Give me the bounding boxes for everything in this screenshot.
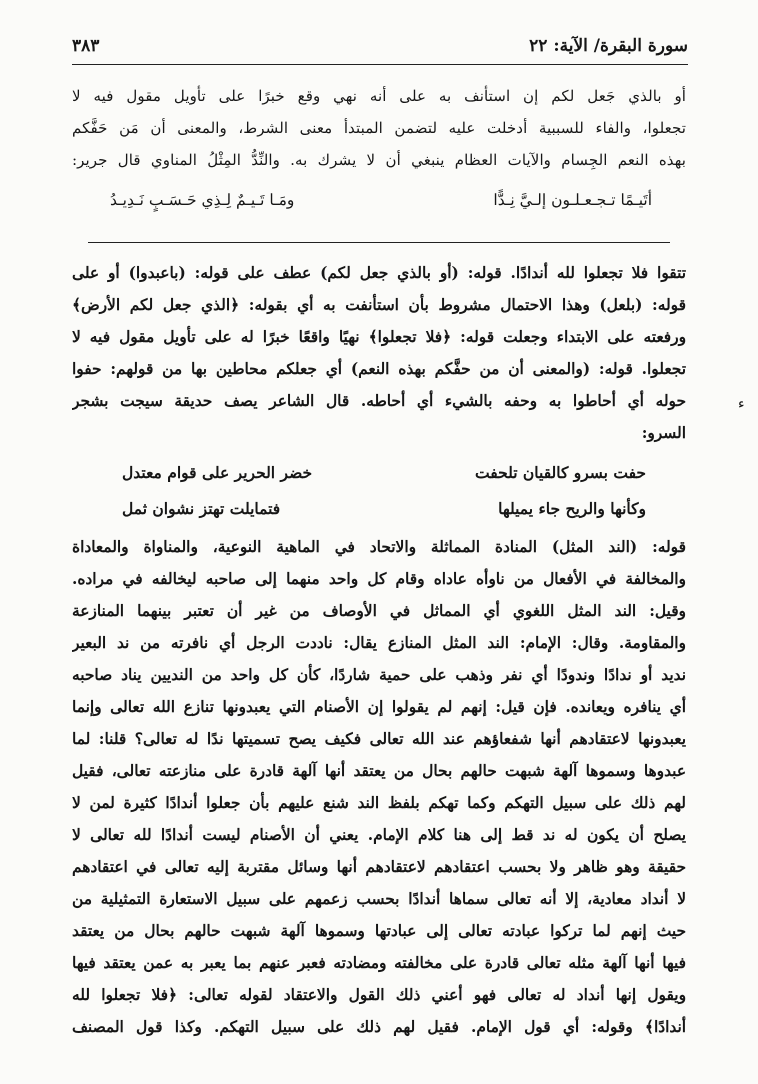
commentary-line: وقيل: الند المثل اللغوي أي المماثل في الأوصاف من غير أن تعتبر بينهما المنازعة [72,602,686,620]
commentary-line: تجعلوا. قوله: (والمعنى أن من حفَّكم بهذه النعم) أي جعلكم محاطين بها من قولهم: حفوا [72,360,686,378]
commentary-line: قوله: (الند المثل) المنادة المماثلة والاتحاد في الماهية النوعية، والمناواة والمعاداة [72,538,686,556]
poem-verse [122,455,646,491]
commentary-line: والمقاومة. وقال: الإمام: الند المثل المنازع يقال: ناددت الرجل أي نافرته من ند البعير [72,634,686,652]
poem-verse [122,491,646,527]
page-header [72,30,688,65]
main-text [72,80,686,220]
commentary-line: تتقوا فلا تجعلوا لله أندادًا. قوله: (أو بالذي جعل لكم) عطف على قوله: (باعبدوا) أو على [72,264,686,282]
commentary-line: لهم ذلك على سبيل التهكم وكما تهكم بلفظ الند شنع عليهم بأن جعلوا أندادًا كثيرة لمن لا [72,794,686,812]
commentary-line: السرو: [641,424,686,442]
commentary-poem [72,455,686,527]
verse-first-hemistich: وكأنها والريح جاء يميلها [498,499,646,518]
commentary-text [72,257,686,1043]
verse-second-hemistich: خضر الحرير على قوام معتدل [122,463,313,482]
commentary-line: لا أنداد معادية، إلا أنه تعالى سماها أندادًا بحسب زعمهم على سبيل الاستعارة التمثيلية من [72,890,686,908]
margin-mark: ء [738,396,745,412]
verse-second-hemistich: ومَـا تَـيـمٌ لِـذِي حَـسَـبٍ نَـدِيـدُ [110,191,295,209]
verse-first-hemistich: أتَيـمًا تـجـعـلـون إلـيَّ نِـدًّا [493,191,652,209]
page-header-title: سورة البقرة/ الآية: ٢٢ [529,36,688,56]
commentary-line: يعبدونها لاعتقادهم أنها شفعاؤهم عند الله تعالى فكيف يصح تسميتها ندًا له تعالى؟ قلنا: لما [72,730,686,748]
commentary-line: أندادًا﴾ وقوله: أي قول الإمام. فقيل لهم ذلك على سبيل التهكم. وكذا قول المصنف [72,1018,686,1036]
commentary-line: نديد أو ندادًا وندودًا أي نفر وذهب على حمية شاردًا، كأن كل واحد من النديين يناد صاحبه [72,666,686,684]
main-text-line: تجعلوا، والفاء للسببية أدخلت عليه لتضمن المبتدأ معنى الشرط، والمعنى أن مَن حَفَّكم [72,119,686,137]
commentary-line: قوله: (بلعل) وهذا الاحتمال مشروط بأن استأنفت به أي بقوله: ﴿الذي جعل لكم الأرض﴾ [72,296,686,314]
commentary-line: يصلح أن يكون له ند قط إلى هنا كلام الإمام. يعني أن الأصنام ليست أندادًا لله تعالى لا [72,826,686,844]
main-text-line: أو بالذي جَعل لكم إن استأنف به على أنه نهي وقع خبرًا على تأويل مقول فيه لا [72,87,686,105]
commentary-line: حوله أي أحاطوا به وحفه بالشيء أي أحاطه. قال الشاعر يصف حديقة سيجت بشجر [72,392,686,410]
commentary-line: والمخالفة في الأفعال من ناوأه عاداه وقام كل واحد منهما إلى صاحبه ليخالفه في مراده. [72,570,686,588]
commentary-line: عبدوها وسموها آلهة شبهت حالهم بحال من يعتقد أنها آلهة قادرة على منازعته تعالى، فقيل [72,762,686,780]
commentary-line: حقيقة وهو ظاهر ولا بحسب اعتقادهم لاعتقادهم أنها وسائل مقتربة إليه تعالى في اعتقادهم [72,858,686,876]
commentary-line: ويقول إنها أنداد له تعالى فهو أعني ذلك القول والاعتقاد لقوله تعالى: ﴿فلا تجعلوا لله [72,986,686,1004]
main-text-line: بهذه النعم الجِسام والآيات العظام ينبغي أن لا يشرك به. والنِّدُّ المِثْلُ المناوي قال جرير: [72,151,686,169]
page-number: ٣٨٣ [72,36,100,56]
verse-second-hemistich: فتمايلت تهتز نشوان ثمل [122,499,281,518]
poem-verse [72,180,686,220]
section-divider [88,242,670,243]
commentary-line: حيث إنهم لما تركوا عبادته تعالى إلى عبادتها وسموها آلهة شبهت حالهم بحال من يعتقد [72,922,686,940]
commentary-line: أي ينافره ويعانده. فإن قيل: إنهم لم يقولوا إن الأصنام التي يعبدونها تنازع الله تعالى وإنما [72,698,686,716]
commentary-line: فيها أنها آلهة مثله تعالى قادرة على مخالفته ومضادته فعبر عنهم بما يعبر به عمن يعتقد فيها [72,954,686,972]
commentary-line: ورفعته على الابتداء وجعلت قوله: ﴿فلا تجعلوا﴾ نهيًا واقعًا خبرًا له على تأويل مقول فيه لا [72,328,686,346]
verse-first-hemistich: حفت بسرو كالقيان تلحفت [475,463,646,482]
